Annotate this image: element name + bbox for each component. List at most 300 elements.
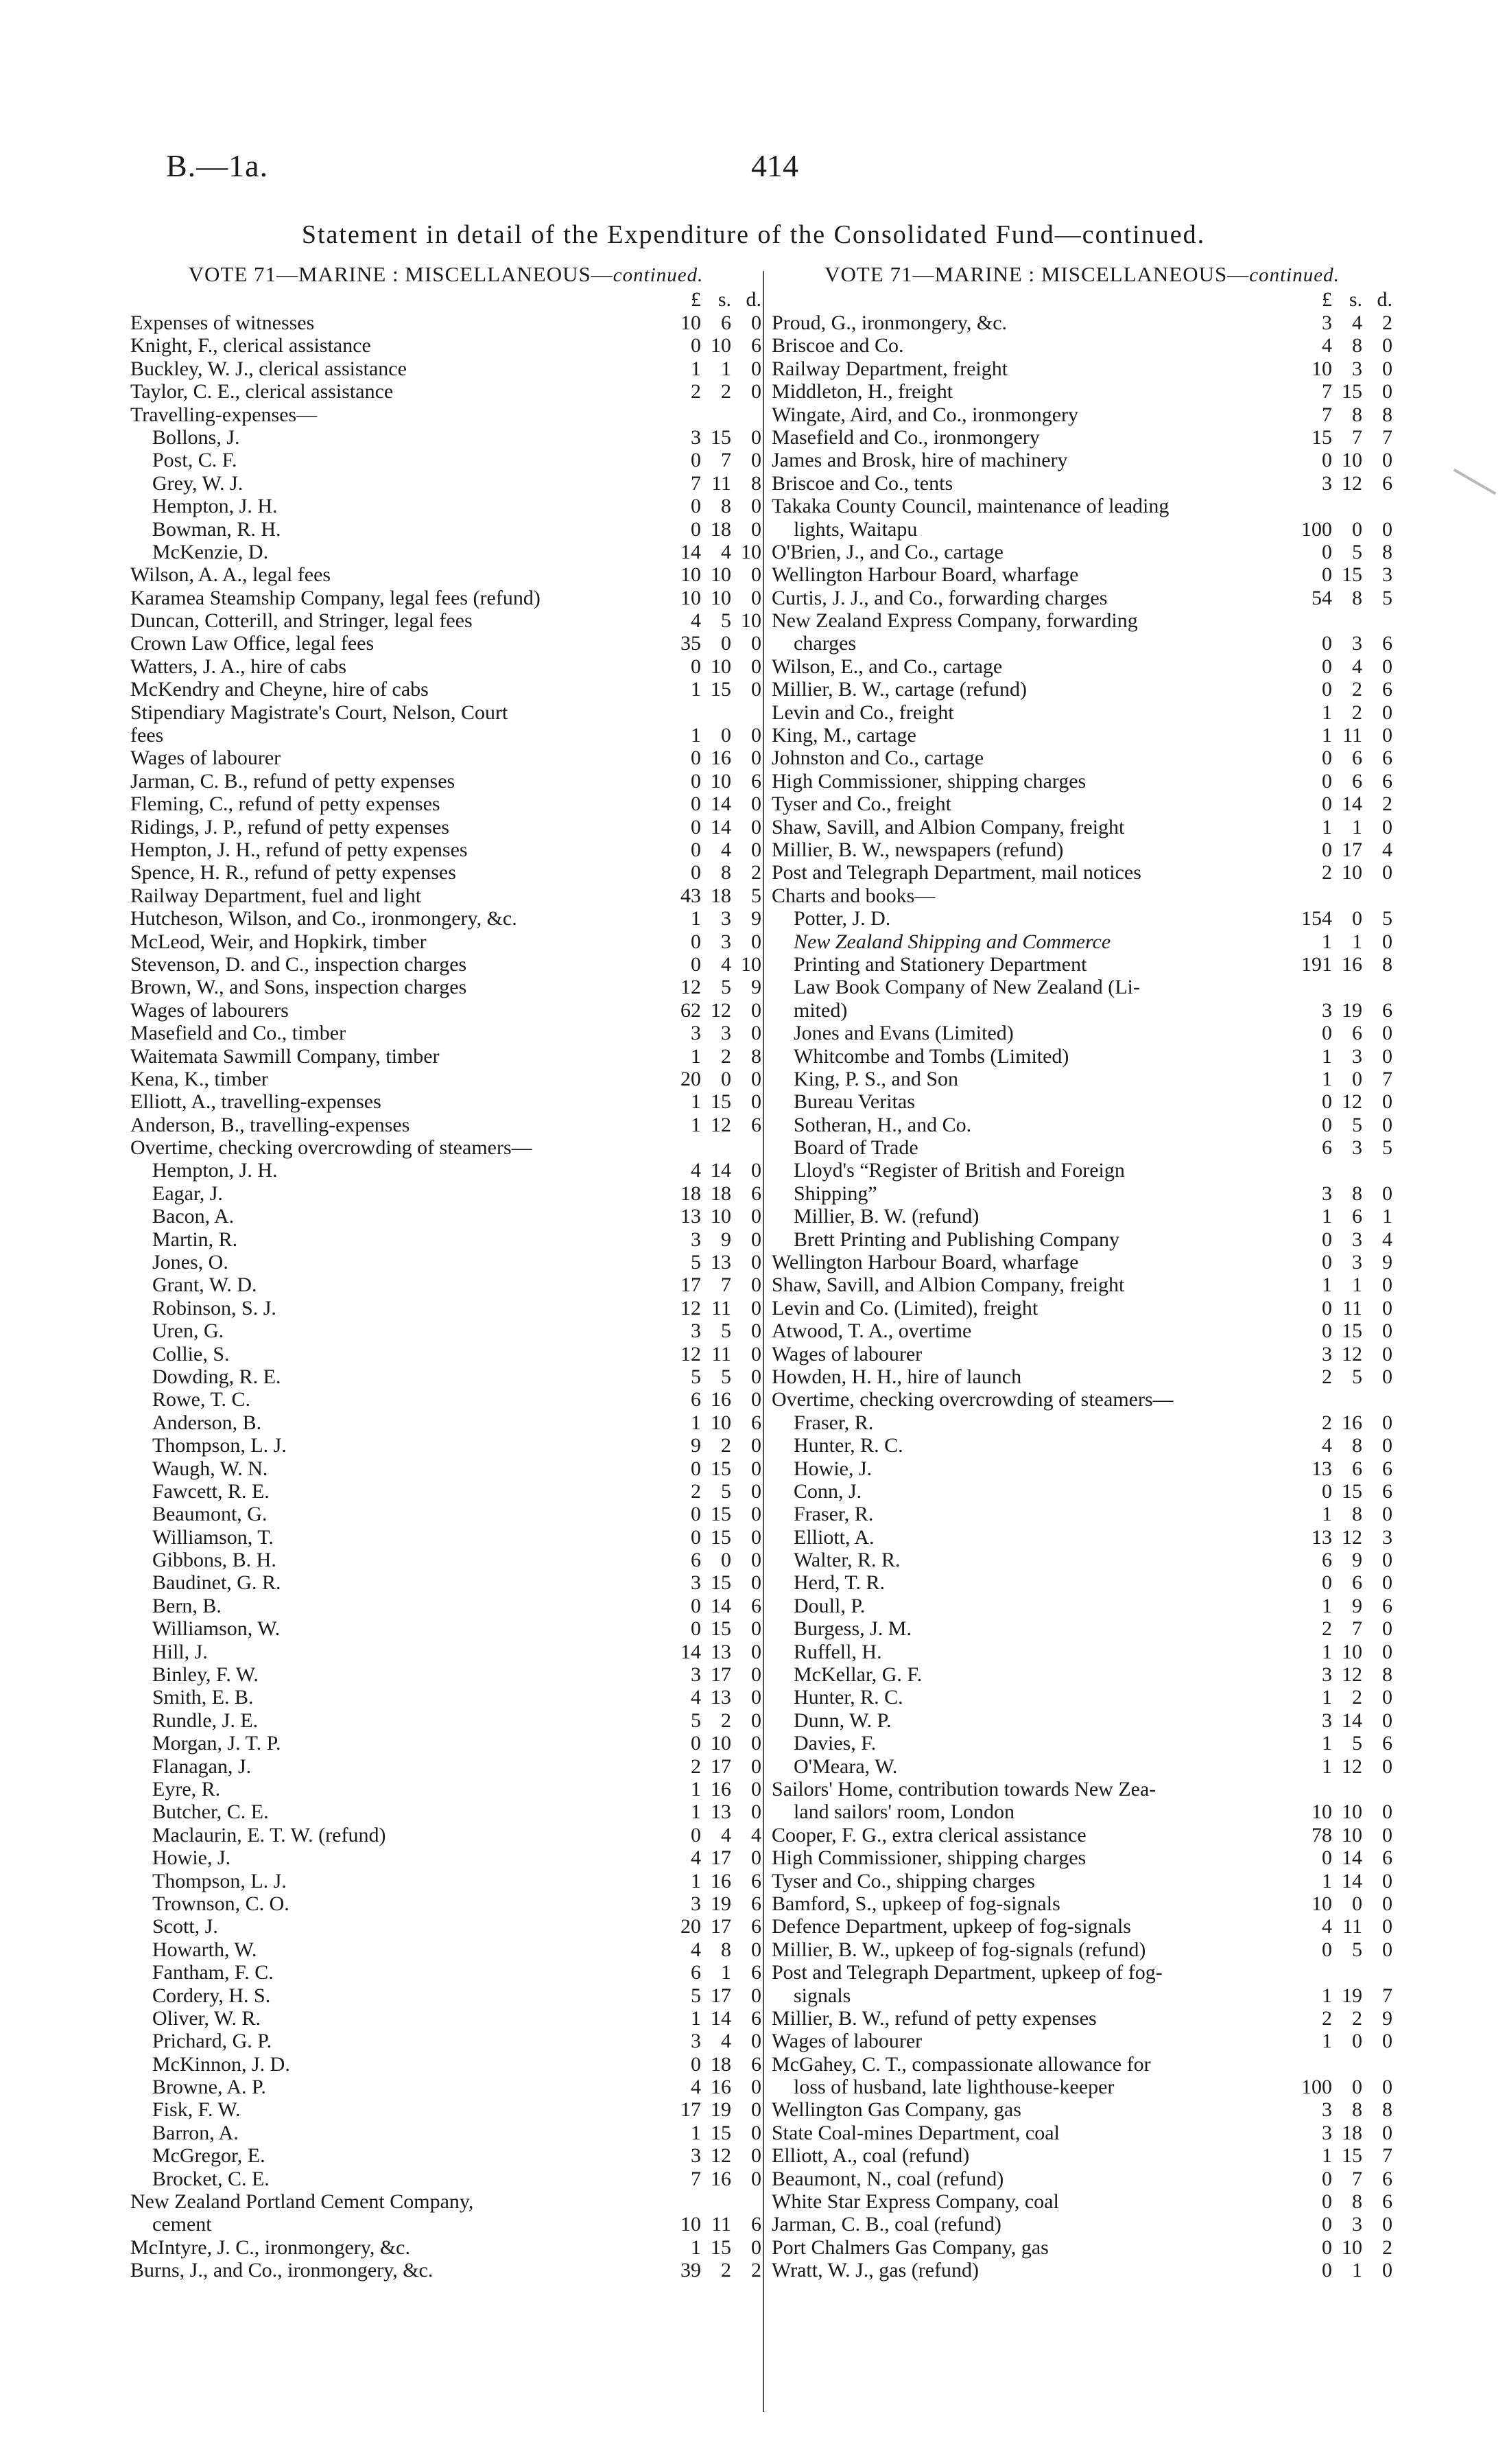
- pence-value: 10: [741, 609, 761, 633]
- item-description: Millier, B. W. (refund): [794, 1205, 980, 1228]
- pence-value: [731, 701, 761, 724]
- item-description: Hempton, J. H.: [152, 495, 278, 518]
- pence-value: 0: [751, 495, 761, 518]
- item-description: Masefield and Co., ironmongery: [772, 425, 1040, 449]
- shillings-value: 8: [721, 1938, 731, 1961]
- pounds-value: 0: [691, 655, 701, 678]
- expenditure-row: [772, 2007, 1392, 2030]
- shillings-value: [1332, 495, 1362, 517]
- pence-value: 0: [751, 1479, 761, 1503]
- pounds-value: [1284, 1778, 1332, 1800]
- item-description: McKellar, G. F.: [794, 1663, 923, 1687]
- item-description: Howie, J.: [794, 1457, 873, 1480]
- shillings-value: 0: [1352, 2076, 1362, 2099]
- pence-value: 0: [751, 815, 761, 838]
- pounds-value: 1: [1322, 1984, 1332, 2007]
- pounds-value: 6: [691, 1388, 701, 1411]
- shillings-value: 6: [1352, 769, 1362, 793]
- expenditure-row: [772, 2122, 1392, 2144]
- item-description: Post and Telegraph Department, upkeep of fog-: [772, 1961, 1163, 1984]
- expenditure-row: [130, 1755, 761, 1778]
- shillings-value: 17: [711, 1984, 731, 2007]
- pence-value: 7: [1382, 1067, 1392, 1090]
- shillings-value: 7: [721, 1274, 731, 1297]
- item-description: Lloyd's “Register of British and Foreign: [794, 1159, 1125, 1182]
- shillings-value: 18: [711, 884, 731, 907]
- shillings-value: [1332, 884, 1362, 907]
- item-description: Railway Department, freight: [772, 357, 1008, 380]
- shillings-value: 5: [1352, 1365, 1362, 1388]
- pence-value: 0: [751, 2030, 761, 2053]
- shillings-value: 10: [1342, 1640, 1362, 1663]
- pounds-value: 0: [691, 1503, 701, 1526]
- pounds-value: 3: [1322, 1182, 1332, 1205]
- shillings-value: 18: [711, 517, 731, 541]
- shillings-value: 10: [1342, 1800, 1362, 1824]
- item-description: Wages of labourer: [772, 1342, 923, 1365]
- pound-unit: £: [691, 288, 701, 311]
- pounds-value: 0: [1322, 747, 1332, 770]
- pounds-value: 1: [1322, 1274, 1332, 1297]
- pence-value: 0: [751, 1205, 761, 1228]
- expenditure-row: [130, 1617, 761, 1640]
- item-description: Board of Trade: [794, 1136, 918, 1160]
- pence-value: 0: [751, 2076, 761, 2099]
- item-description: Wages of labourers: [130, 998, 289, 1022]
- page-title: Statement in detail of the Expenditure of the Consolidated Fund—continued.: [301, 220, 1206, 249]
- pence-value: 0: [1382, 517, 1392, 541]
- item-description: McLeod, Weir, and Hopkirk, timber: [130, 930, 427, 953]
- pounds-value: 1: [691, 1113, 701, 1136]
- pence-value: 6: [751, 1915, 761, 1938]
- item-description: James and Brosk, hire of machinery: [772, 449, 1068, 472]
- shillings-value: 0: [721, 632, 731, 655]
- expenditure-row: [130, 1251, 761, 1274]
- pence-value: 0: [751, 312, 761, 334]
- pence-value: 0: [1382, 930, 1392, 953]
- expenditure-row: [772, 2168, 1392, 2190]
- item-description: Walter, R. R.: [794, 1549, 901, 1572]
- expenditure-row: [772, 1457, 1392, 1480]
- pence-value: 0: [751, 1663, 761, 1687]
- pence-value: 6: [1382, 2190, 1392, 2214]
- pounds-value: 1: [1322, 1503, 1332, 1526]
- pence-value: 0: [1382, 1319, 1392, 1343]
- pence-value: 9: [751, 907, 761, 930]
- shillings-value: [1332, 1778, 1362, 1800]
- pence-value: 6: [751, 1411, 761, 1434]
- expenditure-row: [772, 518, 1392, 541]
- item-description: New Zealand Express Company, forwarding: [772, 609, 1138, 633]
- pounds-value: 39: [680, 2259, 701, 2282]
- pence-value: 5: [1382, 586, 1392, 609]
- shillings-value: 15: [1342, 1319, 1362, 1343]
- expenditure-row: [772, 1778, 1392, 1800]
- shillings-value: 10: [711, 334, 731, 357]
- shillings-value: 15: [1342, 380, 1362, 403]
- item-description: State Coal-mines Department, coal: [772, 2121, 1060, 2144]
- shillings-value: 15: [711, 1571, 731, 1595]
- shillings-value: 17: [711, 1663, 731, 1687]
- pounds-value: 1: [1322, 1686, 1332, 1709]
- item-description: Oliver, W. R.: [152, 2006, 261, 2030]
- item-description: Anderson, B., travelling-expenses: [130, 1113, 410, 1136]
- shillings-value: 0: [1352, 1067, 1362, 1090]
- pence-value: 0: [751, 1296, 761, 1319]
- item-description: Printing and Stationery Department: [794, 952, 1087, 976]
- item-description: Hempton, J. H., refund of petty expenses: [130, 838, 468, 861]
- pounds-value: 3: [691, 2144, 701, 2168]
- currency-units-right: [772, 288, 1392, 312]
- pounds-value: 3: [1322, 1342, 1332, 1365]
- shillings-value: 6: [1352, 1571, 1362, 1595]
- pounds-value: 4: [1322, 334, 1332, 357]
- pounds-value: 4: [1322, 1915, 1332, 1938]
- pounds-value: 0: [691, 930, 701, 953]
- pounds-value: 0: [691, 1617, 701, 1641]
- pounds-value: 2: [1322, 1617, 1332, 1641]
- item-description: Overtime, checking overcrowding of steamers—: [130, 1136, 532, 1160]
- pence-value: 6: [751, 1892, 761, 1915]
- item-description: Potter, J. D.: [794, 907, 891, 930]
- item-description: fees: [130, 724, 164, 747]
- pounds-value: 1: [1322, 1640, 1332, 1663]
- expenditure-row: [130, 1457, 761, 1480]
- expenditure-row: [772, 1915, 1392, 1938]
- shillings-value: 0: [721, 1549, 731, 1572]
- shillings-value: 16: [1342, 952, 1362, 976]
- shillings-value: 8: [1352, 403, 1362, 426]
- shillings-value: 11: [711, 2213, 731, 2236]
- expenditure-row: [772, 541, 1392, 563]
- expenditure-row: [772, 1251, 1392, 1274]
- shillings-value: 10: [1342, 1823, 1362, 1846]
- pence-value: 0: [751, 425, 761, 449]
- pounds-value: 1: [691, 907, 701, 930]
- pounds-value: 1: [691, 724, 701, 747]
- pounds-value: 35: [680, 632, 701, 655]
- item-description: Trownson, C. O.: [152, 1892, 289, 1915]
- pounds-value: 10: [680, 2213, 701, 2236]
- shillings-value: 16: [711, 2076, 731, 2099]
- shillings-value: 15: [711, 1525, 731, 1549]
- pence-value: 7: [1382, 2144, 1392, 2168]
- item-description: Butcher, C. E.: [152, 1800, 269, 1824]
- pence-value: [1362, 976, 1392, 998]
- pounds-value: 13: [1312, 1457, 1332, 1480]
- pounds-value: 1: [1322, 1205, 1332, 1228]
- pence-value: 0: [1382, 815, 1392, 838]
- pounds-value: [1284, 976, 1332, 998]
- pounds-value: 10: [1312, 357, 1332, 380]
- expenditure-row: [130, 907, 761, 930]
- item-description: Atwood, T. A., overtime: [772, 1319, 972, 1343]
- expenditure-row: [772, 1595, 1392, 1617]
- expenditure-list-left: [130, 312, 761, 2282]
- shillings-value: 12: [1342, 1090, 1362, 1114]
- pence-value: 0: [751, 838, 761, 861]
- shillings-value: 9: [1352, 1594, 1362, 1617]
- item-description: Knight, F., clerical assistance: [130, 334, 371, 357]
- expenditure-row: [130, 518, 761, 541]
- pence-value: 0: [1382, 1022, 1392, 1045]
- pence-value: 0: [751, 1549, 761, 1572]
- shillings-value: 8: [721, 495, 731, 518]
- pounds-value: 2: [1322, 861, 1332, 884]
- pence-value: 0: [1382, 1823, 1392, 1846]
- shillings-value: 3: [721, 1022, 731, 1045]
- item-description: Elliott, A., travelling-expenses: [130, 1090, 381, 1114]
- pounds-value: 3: [691, 1228, 701, 1251]
- item-description: Millier, B. W., upkeep of fog-signals (refund): [772, 1938, 1146, 1961]
- pounds-value: 0: [1322, 769, 1332, 793]
- pence-value: 4: [1382, 1228, 1392, 1251]
- pounds-value: 1: [1322, 1044, 1332, 1068]
- pounds-value: 3: [1322, 1663, 1332, 1687]
- shillings-value: 18: [1342, 2121, 1362, 2144]
- pounds-value: 1: [691, 678, 701, 701]
- shillings-value: 1: [721, 1961, 731, 1984]
- pounds-value: 191: [1301, 952, 1332, 976]
- pounds-value: 0: [1322, 2167, 1332, 2190]
- shillings-value: 8: [721, 861, 731, 884]
- pence-value: 3: [1382, 1525, 1392, 1549]
- shillings-value: 3: [1352, 1136, 1362, 1160]
- item-description: Post and Telegraph Department, mail notices: [772, 861, 1141, 884]
- expenditure-row: [772, 1961, 1392, 1984]
- pounds-value: 10: [680, 563, 701, 587]
- item-description: O'Meara, W.: [794, 1755, 898, 1778]
- pounds-value: 0: [1322, 1571, 1332, 1595]
- pounds-value: 3: [1322, 471, 1332, 495]
- expenditure-row: [130, 449, 761, 471]
- expenditure-row: [130, 838, 761, 861]
- expenditure-row: [772, 449, 1392, 471]
- item-description: Proud, G., ironmongery, &c.: [772, 312, 1008, 334]
- item-description: Taylor, C. E., clerical assistance: [130, 380, 394, 403]
- pounds-value: 6: [1322, 1549, 1332, 1572]
- pounds-value: [1284, 495, 1332, 517]
- expenditure-row: [130, 678, 761, 701]
- pounds-value: 14: [680, 540, 701, 563]
- expenditure-row: [130, 609, 761, 632]
- pounds-value: [1284, 1388, 1332, 1411]
- item-description: Elliott, A.: [794, 1525, 875, 1549]
- expenditure-row: [130, 472, 761, 495]
- pounds-value: 18: [680, 1182, 701, 1205]
- shillings-value: 11: [1342, 1296, 1362, 1319]
- expenditure-row: [130, 1915, 761, 1938]
- expenditure-row: [772, 1549, 1392, 1571]
- expenditure-row: [130, 541, 761, 563]
- pence-value: 0: [751, 1342, 761, 1365]
- shillings-value: 15: [711, 1617, 731, 1641]
- shillings-value: 10: [711, 655, 731, 678]
- pence-value: 6: [751, 2006, 761, 2030]
- item-description: Fraser, R.: [794, 1503, 874, 1526]
- pounds-value: 7: [1322, 403, 1332, 426]
- shillings-value: 13: [711, 1640, 731, 1663]
- pounds-value: 0: [691, 1525, 701, 1549]
- shillings-value: 15: [1342, 1479, 1362, 1503]
- shillings-value: 13: [711, 1686, 731, 1709]
- item-description: Kena, K., timber: [130, 1067, 268, 1090]
- expenditure-row: [130, 1846, 761, 1869]
- pounds-value: 5: [691, 1709, 701, 1732]
- item-description: Fisk, F. W.: [152, 2098, 241, 2122]
- pence-value: 3: [1382, 563, 1392, 587]
- item-description: Cooper, F. G., extra clerical assistance: [772, 1823, 1087, 1846]
- expenditure-row: [130, 495, 761, 517]
- expenditure-row: [772, 1434, 1392, 1457]
- shillings-value: 19: [711, 1892, 731, 1915]
- expenditure-row: [772, 632, 1392, 655]
- pence-value: 6: [751, 2052, 761, 2076]
- pence-value: 8: [1382, 2098, 1392, 2122]
- expenditure-row: [130, 1022, 761, 1044]
- pounds-value: 3: [691, 2030, 701, 2053]
- expenditure-row: [772, 2053, 1392, 2076]
- expenditure-row: [130, 1388, 761, 1411]
- item-description: Anderson, B.: [152, 1411, 262, 1434]
- pence-value: 6: [1382, 1479, 1392, 1503]
- pounds-value: 100: [1301, 2076, 1332, 2099]
- expenditure-row: [772, 426, 1392, 449]
- expenditure-row: [772, 1090, 1392, 1113]
- shillings-value: 16: [1342, 1411, 1362, 1434]
- pence-value: 0: [751, 1251, 761, 1274]
- shillings-value: 6: [1352, 747, 1362, 770]
- shillings-value: 3: [721, 907, 731, 930]
- pounds-value: 10: [680, 312, 701, 334]
- expenditure-row: [130, 2236, 761, 2259]
- shillings-value: 16: [711, 1388, 731, 1411]
- pence-value: 0: [1382, 380, 1392, 403]
- expenditure-row: [772, 1503, 1392, 1525]
- pounds-value: 3: [1322, 1709, 1332, 1732]
- expenditure-row: [772, 1388, 1392, 1411]
- item-description: Brown, W., and Sons, inspection charges: [130, 976, 467, 999]
- shillings-value: 19: [1342, 998, 1362, 1022]
- shillings-value: [1332, 2053, 1362, 2076]
- expenditure-row: [130, 1961, 761, 1984]
- item-description: land sailors' room, London: [794, 1800, 1015, 1824]
- pounds-value: 20: [680, 1915, 701, 1938]
- shillings-value: 17: [711, 1915, 731, 1938]
- pounds-value: [653, 1136, 701, 1159]
- item-description: King, P. S., and Son: [794, 1067, 959, 1090]
- vote-suffix: continued.: [613, 264, 704, 286]
- pence-unit: d.: [746, 288, 761, 311]
- pounds-value: 0: [1322, 1090, 1332, 1114]
- item-description: McGahey, C. T., compassionate allowance for: [772, 2052, 1151, 2076]
- expenditure-row: [772, 2030, 1392, 2052]
- expenditure-row: [772, 1617, 1392, 1640]
- pounds-value: [1284, 609, 1332, 632]
- pounds-value: 4: [691, 1159, 701, 1182]
- shillings-value: 3: [1352, 1044, 1362, 1068]
- expenditure-row: [130, 1663, 761, 1686]
- pounds-value: 6: [691, 1961, 701, 1984]
- shillings-value: 14: [711, 1159, 731, 1182]
- pounds-value: 1: [691, 2121, 701, 2144]
- item-description: Hill, J.: [152, 1640, 208, 1663]
- item-description: Williamson, T.: [152, 1525, 274, 1549]
- shillings-value: 1: [1352, 1274, 1362, 1297]
- pence-value: 0: [1382, 1617, 1392, 1641]
- pence-value: 0: [1382, 1296, 1392, 1319]
- item-description: Travelling-expenses—: [130, 403, 318, 426]
- item-description: White Star Express Company, coal: [772, 2190, 1059, 2214]
- expenditure-row: [772, 999, 1392, 1022]
- pence-value: 0: [1382, 1342, 1392, 1365]
- pounds-value: 3: [691, 425, 701, 449]
- pounds-value: 3: [691, 1571, 701, 1595]
- pence-value: 0: [751, 1228, 761, 1251]
- pence-value: 6: [1382, 471, 1392, 495]
- pounds-value: 0: [1322, 1228, 1332, 1251]
- shillings-value: 10: [1342, 449, 1362, 472]
- item-description: Dowding, R. E.: [152, 1365, 281, 1388]
- item-description: Binley, F. W.: [152, 1663, 259, 1687]
- pounds-value: 2: [691, 1479, 701, 1503]
- expenditure-row: [130, 2144, 761, 2167]
- item-description: Hunter, R. C.: [794, 1686, 903, 1709]
- item-description: Dunn, W. P.: [794, 1709, 892, 1732]
- currency-units-left: [130, 288, 761, 312]
- expenditure-row: [130, 1641, 761, 1663]
- pence-value: 0: [1382, 861, 1392, 884]
- item-description: Rundle, J. E.: [152, 1709, 259, 1732]
- item-description: Briscoe and Co.: [772, 334, 904, 357]
- pounds-value: 1: [1322, 724, 1332, 747]
- shillings-value: [701, 403, 731, 426]
- pence-value: 6: [751, 1594, 761, 1617]
- expenditure-row: [130, 1549, 761, 1571]
- shillings-value: 16: [711, 2167, 731, 2190]
- pence-value: 0: [751, 2167, 761, 2190]
- pence-value: 5: [751, 884, 761, 907]
- item-description: Shipping”: [794, 1182, 877, 1205]
- shillings-value: 15: [711, 1457, 731, 1480]
- item-description: Expenses of witnesses: [130, 312, 315, 334]
- item-description: McKinnon, J. D.: [152, 2052, 290, 2076]
- shillings-value: 12: [711, 2144, 731, 2168]
- pence-value: 0: [751, 1319, 761, 1343]
- shillings-value: 14: [1342, 1709, 1362, 1732]
- pence-value: 0: [751, 2121, 761, 2144]
- pounds-value: 2: [1322, 2006, 1332, 2030]
- expenditure-row: [130, 1343, 761, 1365]
- item-description: Defence Department, upkeep of fog-signals: [772, 1915, 1131, 1938]
- pounds-value: 0: [1322, 1846, 1332, 1870]
- expenditure-row: [130, 1159, 761, 1182]
- item-description: Wingate, Aird, and Co., ironmongery: [772, 403, 1079, 426]
- pence-value: 0: [751, 1617, 761, 1641]
- item-description: Middleton, H., freight: [772, 380, 953, 403]
- pence-value: 0: [1382, 2259, 1392, 2282]
- pence-value: 0: [1382, 2076, 1392, 2099]
- shillings-value: 2: [721, 380, 731, 403]
- item-description: Beaumont, N., coal (refund): [772, 2167, 1004, 2190]
- pence-value: 0: [751, 2098, 761, 2122]
- expenditure-row: [772, 1045, 1392, 1068]
- shillings-value: 12: [1342, 471, 1362, 495]
- pounds-value: 1: [691, 1044, 701, 1068]
- vote-title: VOTE 71—MARINE : MISCELLANEOUS—: [188, 262, 613, 286]
- pence-value: 0: [1382, 655, 1392, 678]
- item-description: cement: [152, 2213, 212, 2236]
